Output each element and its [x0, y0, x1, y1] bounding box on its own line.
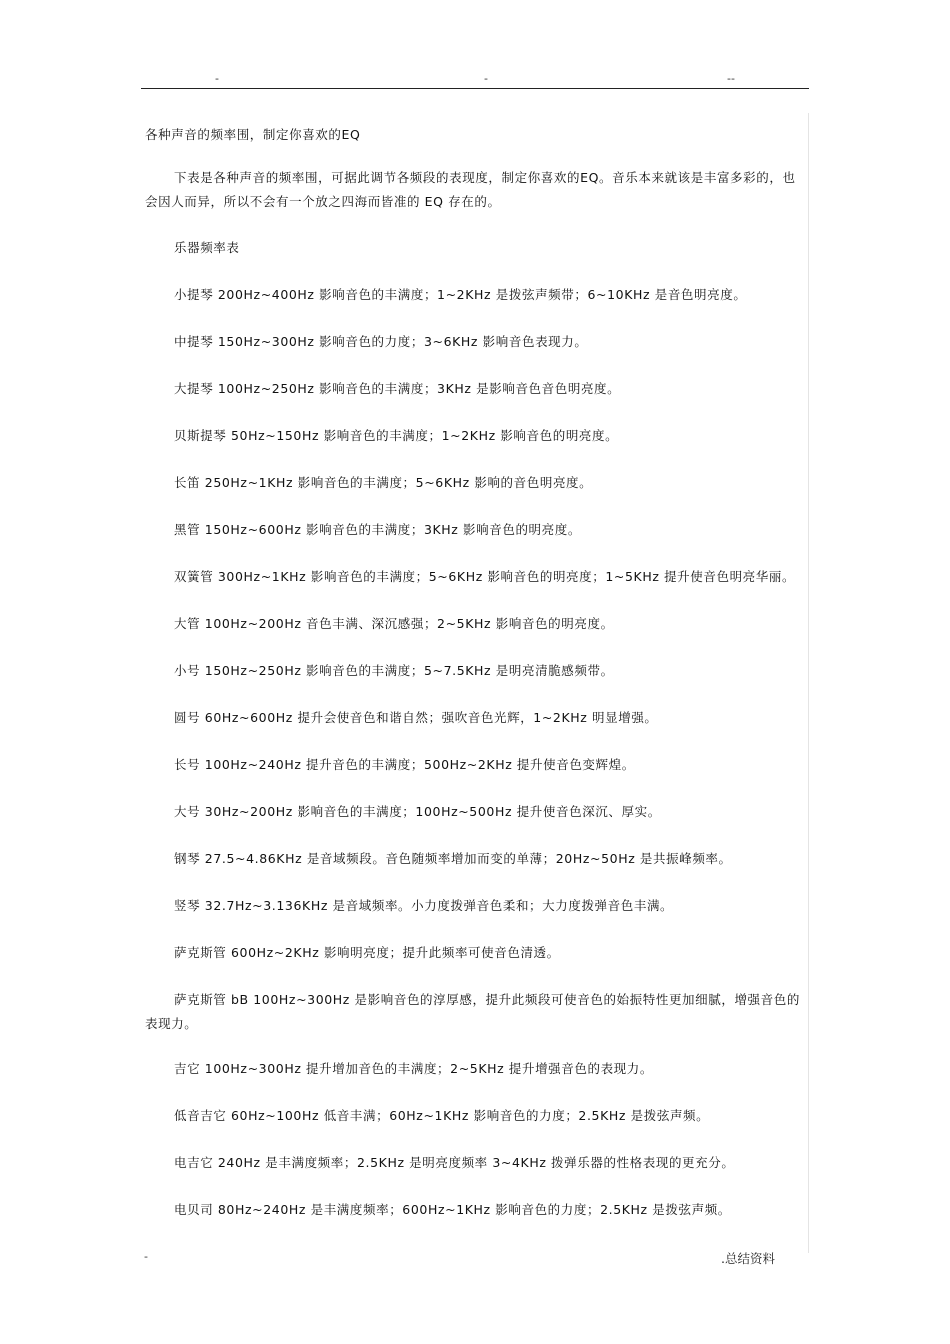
- list-item: 大提琴 100Hz~250Hz 影响音色的丰满度；3KHz 是影响音色音色明亮度。: [174, 381, 621, 396]
- list-item: 黑管 150Hz~600Hz 影响音色的丰满度；3KHz 影响音色的明亮度。: [174, 522, 581, 537]
- list-item: 双簧管 300Hz~1KHz 影响音色的丰满度；5~6KHz 影响音色的明亮度；1~5KHz 提升使音色明亮华丽。: [174, 569, 796, 584]
- header-mark-left: -: [215, 72, 219, 85]
- margin-rule: [808, 113, 809, 1253]
- list-item: 吉它 100Hz~300Hz 提升增加音色的丰满度；2~5KHz 提升增强音色的表现力。: [174, 1061, 653, 1076]
- list-item: 钢琴 27.5~4.86KHz 是音域频段。音色随频率增加而变的单薄；20Hz~50Hz 是共振峰频率。: [174, 851, 732, 866]
- header-mark-center: -: [484, 72, 488, 85]
- intro-paragraph: 下表是各种声音的频率围，可据此调节各频段的表现度，制定你喜欢的EQ。音乐本来就该是丰富多彩的，也会因人而异，所以不会有一个放之四海而皆准的 EQ 存在的。: [145, 170, 796, 209]
- list-item: 长笛 250Hz~1KHz 影响音色的丰满度；5~6KHz 影响的音色明亮度。: [174, 475, 593, 490]
- list-item: 竖琴 32.7Hz~3.136KHz 是音域频率。小力度拨弹音色柔和；大力度拨弹音色丰满。: [174, 898, 674, 913]
- page-header: [141, 68, 809, 89]
- document-title: 各种声音的频率围，制定你喜欢的EQ: [145, 127, 361, 142]
- list-item: 圆号 60Hz~600Hz 提升会使音色和谐自然；强吹音色光辉，1~2KHz 明显增强。: [174, 710, 658, 725]
- footer-label: .总结资料: [721, 1251, 775, 1266]
- list-item: 萨克斯管 bB 100Hz~300Hz 是影响音色的淳厚感，提升此频段可使音色的始振特性更加细腻，增强音色的表现力。: [145, 992, 800, 1031]
- list-item: 小提琴 200Hz~400Hz 影响音色的丰满度；1~2KHz 是拨弦声频带；6~10KHz 是音色明亮度。: [174, 287, 747, 302]
- list-item: 电吉它 240Hz 是丰满度频率；2.5KHz 是明亮度频率 3~4KHz 拨弹乐器的性格表现的更充分。: [174, 1155, 735, 1170]
- list-item: 萨克斯管 600Hz~2KHz 影响明亮度；提升此频率可使音色清透。: [174, 945, 560, 960]
- list-item: 低音吉它 60Hz~100Hz 低音丰满；60Hz~1KHz 影响音色的力度；2.5KHz 是拨弦声频。: [174, 1108, 710, 1123]
- list-item: 长号 100Hz~240Hz 提升音色的丰满度；500Hz~2KHz 提升使音色变辉煌。: [174, 757, 635, 772]
- footer-mark: -: [144, 1250, 148, 1263]
- list-item: 贝斯提琴 50Hz~150Hz 影响音色的丰满度；1~2KHz 影响音色的明亮度。: [174, 428, 619, 443]
- header-mark-right: --: [727, 72, 735, 85]
- list-item: 大号 30Hz~200Hz 影响音色的丰满度；100Hz~500Hz 提升使音色深沉、厚实。: [174, 804, 661, 819]
- instrument-list: [145, 283, 807, 1222]
- list-item: 中提琴 150Hz~300Hz 影响音色的力度；3~6KHz 影响音色表现力。: [174, 334, 588, 349]
- list-item: 小号 150Hz~250Hz 影响音色的丰满度；5~7.5KHz 是明亮清脆感频带。: [174, 663, 614, 678]
- document-body: [145, 112, 807, 1245]
- list-item: 大管 100Hz~200Hz 音色丰满、深沉感强；2~5KHz 影响音色的明亮度。: [174, 616, 614, 631]
- section-title: 乐器频率表: [174, 240, 240, 255]
- list-item: 电贝司 80Hz~240Hz 是丰满度频率；600Hz~1KHz 影响音色的力度；2.5KHz 是拨弦声频。: [174, 1202, 731, 1217]
